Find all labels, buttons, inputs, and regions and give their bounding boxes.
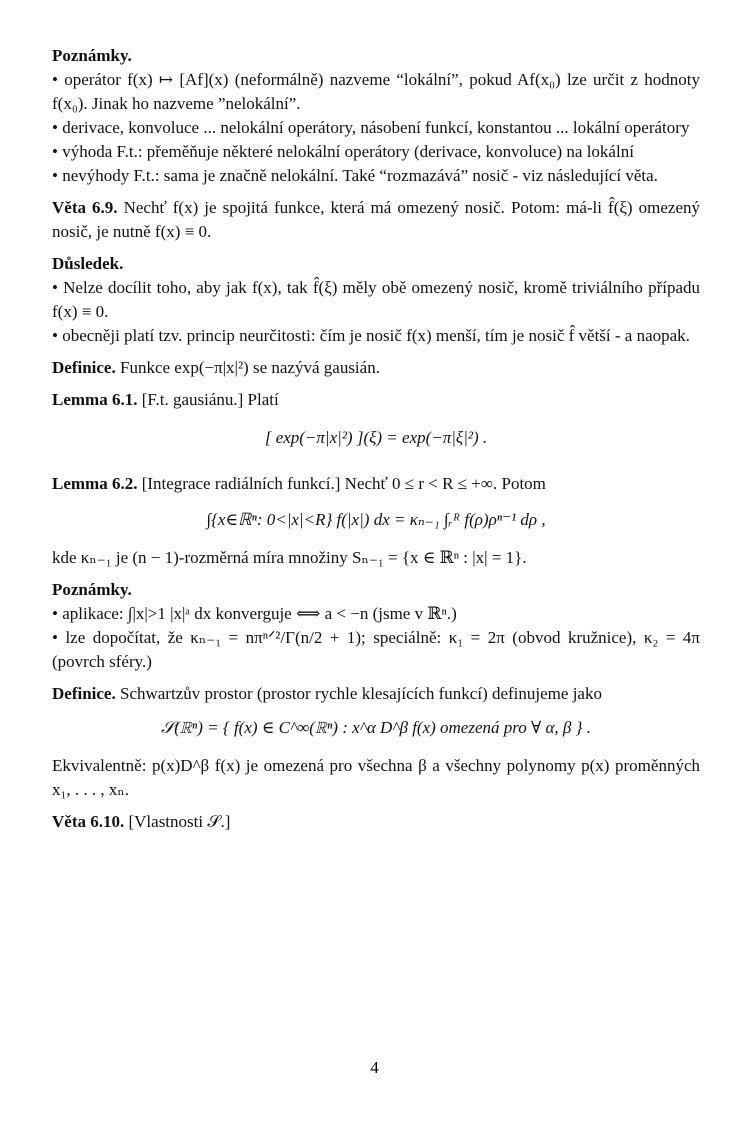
equation-radial-integral: ∫{x∈ℝⁿ: 0<|x|<R} f(|x|) dx = κₙ₋₁ ∫ᵣᴿ f(ρ)ρⁿ⁻¹ dρ ,	[206, 510, 546, 529]
theorem-text: Nechť f(x) je spojitá funkce, která má omezený nosič. Potom: má-li f̂(ξ) omezený nosič, je nutně f(x) ≡ 0.	[52, 198, 701, 241]
definition-text: Funkce exp(−π|x|²) se nazývá gausián.	[119, 358, 380, 377]
lemma-text: [F.t. gausiánu.] Platí	[141, 390, 279, 409]
remarks-heading: Poznámky.	[52, 580, 132, 599]
remark-item: • výhoda F.t.: přeměňuje některé nelokální operátory (derivace, konvoluce) na lokální	[52, 140, 700, 164]
lemma-6-1	[52, 388, 700, 412]
corollary-item: • obecněji platí tzv. princip neurčitosti: čím je nosič f(x) menší, tím je nosič f̂ větší - a naopak.	[52, 324, 700, 348]
remarks-heading: Poznámky.	[52, 46, 132, 65]
remark-item: • operátor f(x) ↦ [Af](x) (neformálně) nazveme “lokální”, pokud Af(x₀) lze určit z hodnoty f(x₀). Jinak ho nazveme ”nelokální”.	[52, 68, 700, 116]
theorem-heading: Věta 6.10.	[52, 812, 125, 831]
definition-schwartz	[52, 682, 700, 706]
remark-item: • nevýhody F.t.: sama je značně nelokální. Také “rozmazává” nosič - viz následující věta.	[52, 164, 700, 188]
definition-equivalent: Ekvivalentně: p(x)D^β f(x) je omezená pro všechna β a všechny polynomy p(x) proměnných x₁, . . . , xₙ.	[52, 756, 700, 799]
corollary-heading: Důsledek.	[52, 254, 124, 273]
definition-heading: Definice.	[52, 358, 116, 377]
lemma-heading: Lemma 6.2.	[52, 474, 138, 493]
page-number: 4	[370, 1058, 379, 1077]
definition-gaussian	[52, 356, 700, 380]
remark-item: • lze dopočítat, že κₙ₋₁ = nπⁿᐟ²/Γ(n/2 + 1); speciálně: κ₁ = 2π (obvod kružnice), κ₂ = 4π (povrch sféry.)	[52, 626, 700, 674]
theorem-heading: Věta 6.9.	[52, 198, 118, 217]
equation-fourier-gaussian: [ exp(−π|x|²) ](ξ) = exp(−π|ξ|²) .	[264, 428, 488, 447]
equation-schwartz-space: 𝒮(ℝⁿ) = { f(x) ∈ C^∞(ℝⁿ) : x^α D^β f(x) omezená pro ∀ α, β } .	[161, 718, 591, 737]
lemma-6-2	[52, 472, 700, 496]
theorem-6-9	[52, 196, 700, 244]
corollary-item: • Nelze docílit toho, aby jak f(x), tak f̂(ξ) měly obě omezený nosič, kromě triviálního případu f(x) ≡ 0.	[52, 276, 700, 324]
document-page	[52, 44, 700, 834]
definition-text: Schwartzův prostor (prostor rychle klesajících funkcí) definujeme jako	[119, 684, 602, 703]
lemma-explanation: kde κₙ₋₁ je (n − 1)-rozměrná míra množiny Sₙ₋₁ = {x ∈ ℝⁿ : |x| = 1}.	[52, 548, 527, 567]
remark-item: • derivace, konvoluce ... nelokální operátory, násobení funkcí, konstantou ... lokální operátory	[52, 116, 700, 140]
theorem-text: [Vlastnosti 𝒮.]	[128, 812, 231, 831]
remark-item: • aplikace: ∫|x|>1 |x|ᵃ dx konverguje ⟺ a < −n (jsme v ℝⁿ.)	[52, 602, 700, 626]
theorem-6-10	[52, 810, 700, 834]
lemma-text: [Integrace radiálních funkcí.] Nechť 0 ≤ r < R ≤ +∞. Potom	[141, 474, 546, 493]
lemma-heading: Lemma 6.1.	[52, 390, 138, 409]
definition-heading: Definice.	[52, 684, 116, 703]
